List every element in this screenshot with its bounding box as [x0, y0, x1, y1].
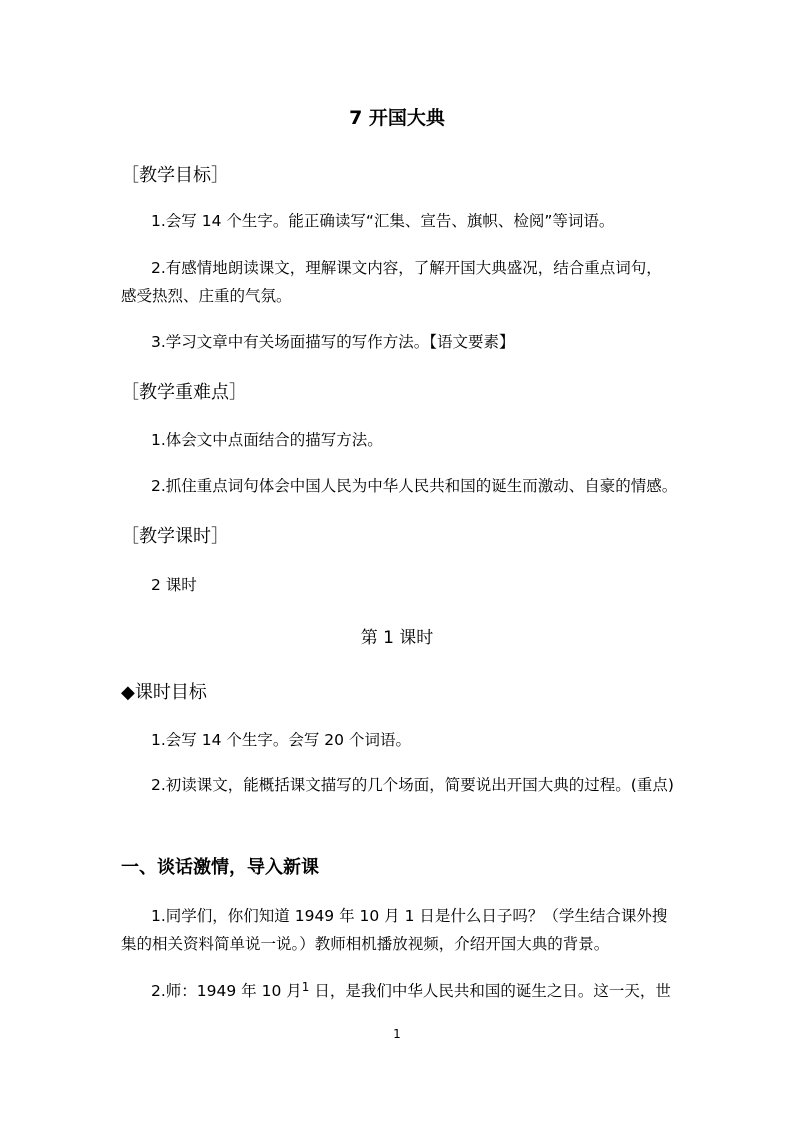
period-heading: ［教学课时］	[121, 526, 229, 547]
para2-text-b: 日，是我们中华人民共和国的诞生之日。这一天，世	[309, 982, 671, 1000]
key-point-2: 2.抓住重点词句体会中国人民为中华人民共和国的诞生而激动、自豪的情感。	[151, 477, 678, 495]
goal-item-1: 1.会写 14 个生字。能正确读写“汇集、宣告、旗帜、检阅”等词语。	[151, 212, 615, 230]
para2-text-a: 2.师：1949 年 10 月	[151, 982, 302, 1000]
goal-item-3: 3.学习文章中有关场面描写的写作方法。【语文要素】	[151, 333, 515, 351]
para2-superscript: 1	[301, 980, 310, 994]
part1-para-1: 1.同学们，你们知道 1949 年 10 月 1 日是什么日子吗？（学生结合课外搜集的相关资料简单说一说。）教师相机播放视频，介绍开国大典的背景。	[121, 907, 668, 953]
key-point-1: 1.体会文中点面结合的描写方法。	[151, 431, 383, 449]
key-points-heading: ［教学重难点］	[121, 382, 247, 403]
goal-item-2: 2.有感情地朗读课文，理解课文内容，了解开国大典盛况，结合重点词句，感受热烈、庄重的气氛。	[121, 259, 662, 305]
lesson-heading: 第 1 课时	[360, 628, 434, 648]
lesson-goal-heading: ◆课时目标	[121, 682, 207, 703]
part1-para-2	[151, 977, 671, 1006]
page-number: 1	[393, 1027, 401, 1041]
lesson-goal-1: 1.会写 14 个生字。会写 20 个词语。	[151, 731, 411, 749]
period-value: 2 课时	[151, 576, 197, 594]
page-title: 7 开国大典	[349, 107, 445, 129]
goals-heading: ［教学目标］	[121, 165, 229, 186]
lesson-goal-2: 2.初读课文，能概括课文描写的几个场面，简要说出开国大典的过程。(重点)	[151, 776, 674, 794]
part1-heading: 一、谈话激情，导入新课	[121, 857, 319, 878]
